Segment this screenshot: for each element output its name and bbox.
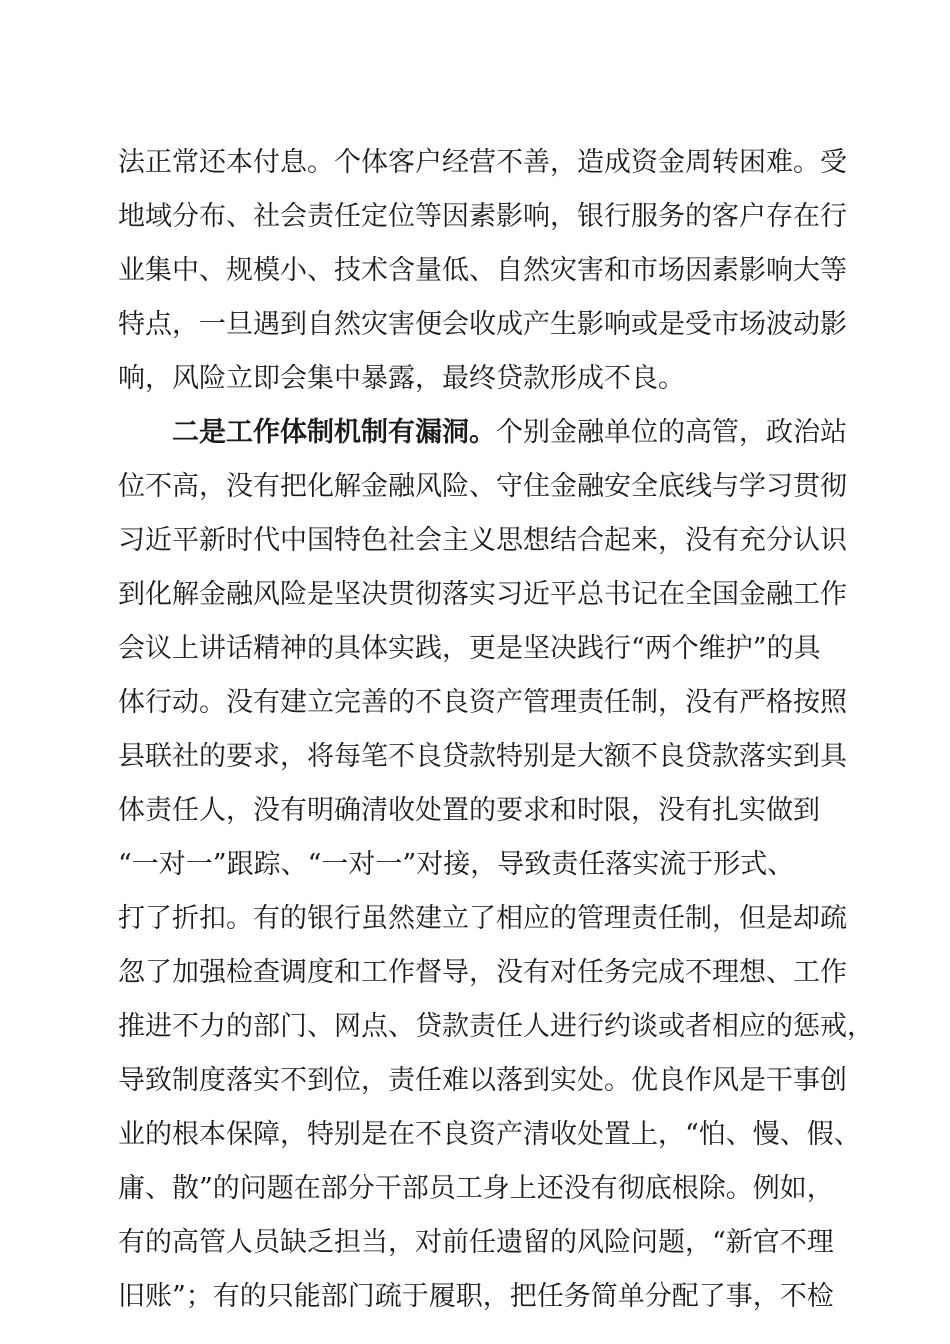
paragraph-2-line-4: 到化解金融风险是坚决贯彻落实习近平总书记在全国金融工作: [118, 579, 847, 610]
paragraph-2-line-11: 忽了加强检查调度和工作督导，没有对任务完成不理想、工作: [118, 957, 847, 988]
paragraph-2-line-2: 位不高，没有把化解金融风险、守住金融安全底线与学习贯彻: [118, 471, 847, 502]
paragraph-2-line-3: 习近平新时代中国特色社会主义思想结合起来，没有充分认识: [118, 525, 847, 556]
paragraph-2-line-7: 县联社的要求，将每笔不良贷款特别是大额不良贷款落实到具: [118, 741, 847, 772]
paragraph-2-line-16: 有的高管人员缺乏担当，对前任遗留的风险问题，“新官不理: [118, 1227, 834, 1258]
paragraph-2-line-1-text: 个别金融单位的高管，政治站: [496, 417, 847, 448]
paragraph-1-line-2: 地域分布、社会责任定位等因素影响，银行服务的客户存在行: [118, 201, 847, 232]
paragraph-2-line-9: “一对一”跟踪、“一对一”对接，导致责任落实流于形式、: [118, 849, 795, 880]
paragraph-2-line-13: 导致制度落实不到位，责任难以落到实处。优良作风是干事创: [118, 1065, 847, 1096]
paragraph-1-line-1: 法正常还本付息。个体客户经营不善，造成资金周转困难。受: [118, 147, 847, 178]
paragraph-2-line-6: 体行动。没有建立完善的不良资产管理责任制，没有严格按照: [118, 687, 847, 718]
paragraph-2-line-10: 打了折扣。有的银行虽然建立了相应的管理责任制，但是却疏: [118, 903, 847, 934]
paragraph-2-line-8: 体责任人，没有明确清收处置的要求和时限，没有扎实做到: [118, 795, 820, 826]
paragraph-1-line-5: 响，风险立即会集中暴露，最终贷款形成不良。: [118, 363, 685, 394]
section-heading: 二是工作体制机制有漏洞。: [172, 417, 496, 448]
paragraph-2-line-5: 会议上讲话精神的具体实践，更是坚决践行“两个维护”的具: [118, 633, 821, 664]
paragraph-2-line-15: 庸、散”的问题在部分干部员工身上还没有彻底根除。例如，: [118, 1173, 834, 1204]
paragraph-2-line-17: 旧账”；有的只能部门疏于履职，把任务简单分配了事，不检: [118, 1281, 834, 1312]
paragraph-2-line-1: [172, 413, 847, 453]
paragraph-1-line-3: 业集中、规模小、技术含量低、自然灾害和市场因素影响大等: [118, 255, 847, 286]
paragraph-2-line-12: 推进不力的部门、网点、贷款责任人进行约谈或者相应的惩戒，: [118, 1011, 874, 1042]
paragraph-2-line-14: 业的根本保障，特别是在不良资产清收处置上，“怕、慢、假、: [118, 1119, 861, 1150]
paragraph-1-line-4: 特点，一旦遇到自然灾害便会收成产生影响或是受市场波动影: [118, 309, 847, 340]
